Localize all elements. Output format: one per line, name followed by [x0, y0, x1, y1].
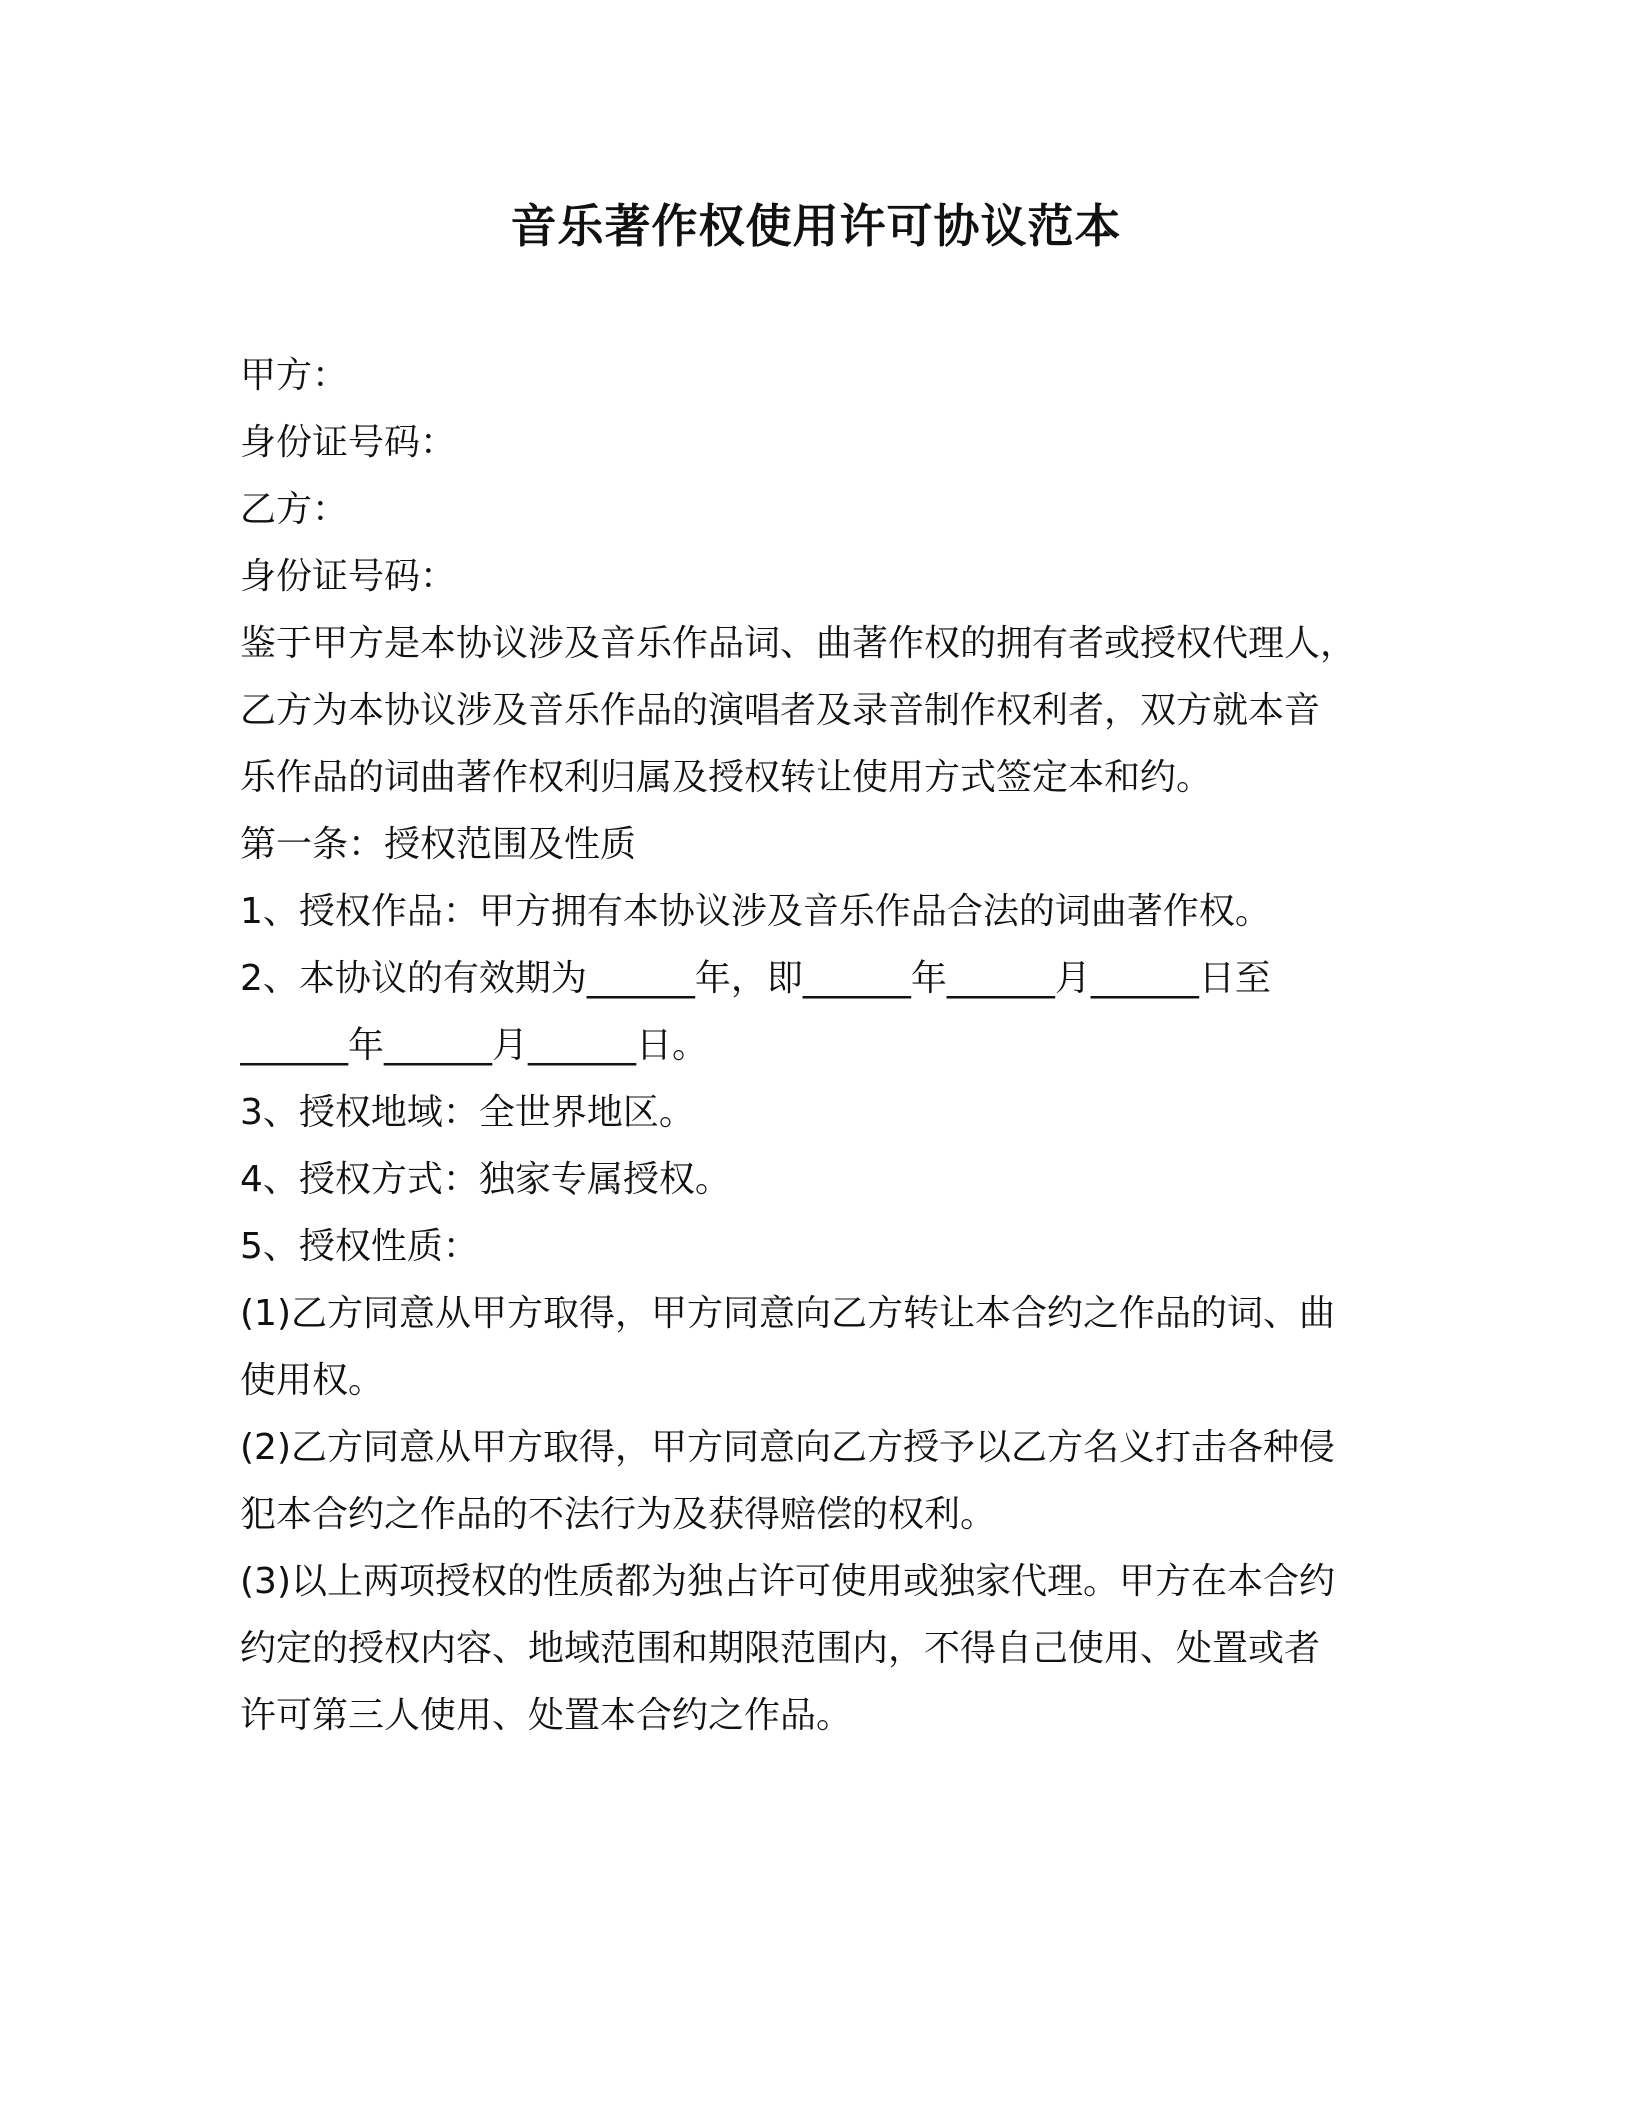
- clause-line: ______年______月______日。: [240, 1025, 709, 1066]
- preamble-line: 乐作品的词曲著作权利归属及授权转让使用方式签定本和约。: [240, 757, 1213, 798]
- clause-line: 5、授权性质：: [240, 1226, 479, 1267]
- preamble-line: 鉴于甲方是本协议涉及音乐作品词、曲著作权的拥有者或授权代理人，: [240, 623, 1357, 664]
- clause-line: 1、授权作品：甲方拥有本协议涉及音乐作品合法的词曲著作权。: [240, 891, 1271, 932]
- sub-clause-line: (1)乙方同意从甲方取得，甲方同意向乙方转让本合约之作品的词、曲: [240, 1293, 1335, 1334]
- clause-line: 3、授权地域：全世界地区。: [240, 1092, 695, 1133]
- sub-clause-line: 许可第三人使用、处置本合约之作品。: [240, 1695, 853, 1736]
- article-heading: 第一条：授权范围及性质: [240, 824, 637, 865]
- sub-clause-line: (2)乙方同意从甲方取得，甲方同意向乙方授予以乙方名义打击各种侵: [240, 1427, 1335, 1468]
- document-title: 音乐著作权使用许可协议范本: [510, 199, 1122, 253]
- sub-clause-line: 使用权。: [240, 1360, 385, 1401]
- clause-line: 4、授权方式：独家专属授权。: [240, 1159, 731, 1200]
- party-b-id-label: 身份证号码：: [240, 556, 457, 597]
- sub-clause-line: 约定的授权内容、地域范围和期限范围内，不得自己使用、处置或者: [240, 1628, 1321, 1669]
- clause-line: 2、本协议的有效期为______年，即______年______月______日至: [240, 958, 1271, 999]
- party-a-id-label: 身份证号码：: [240, 422, 457, 463]
- sub-clause-line: (3)以上两项授权的性质都为独占许可使用或独家代理。甲方在本合约: [240, 1561, 1335, 1602]
- preamble-line: 乙方为本协议涉及音乐作品的演唱者及录音制作权利者，双方就本音: [240, 690, 1321, 731]
- sub-clause-line: 犯本合约之作品的不法行为及获得赔偿的权利。: [240, 1494, 997, 1535]
- party-b-label: 乙方：: [240, 489, 349, 530]
- document-body: [240, 342, 1400, 1749]
- party-a-label: 甲方：: [240, 355, 349, 396]
